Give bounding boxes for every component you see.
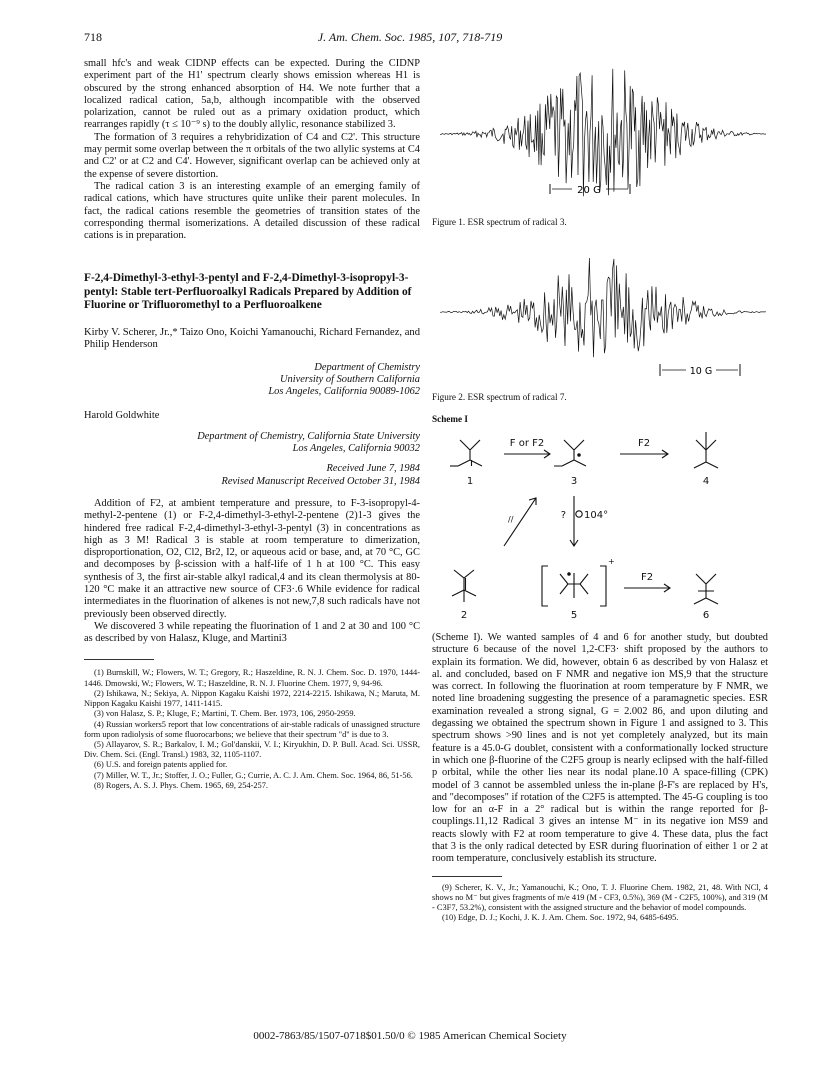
- figure-2-esr-spectrum: [440, 248, 770, 380]
- spectrum-trace: [440, 258, 766, 357]
- compound-label: 1: [466, 476, 474, 487]
- compound-4-structure: [694, 432, 718, 468]
- reference: (1) Burnskill, W.; Flowers, W. T.; Gregory, R.; Haszeldine, R. N. J. Chem. Soc. D. 1970, 1444-1446. Dmowski, W.; Flowers, W. T.; Haszeldine, R. N. J. Fluorine Chem. 1977, 9, 94-96.: [84, 668, 420, 688]
- scheme-1-diagram: [440, 428, 770, 628]
- reference: (3) von Halasz, S. P.; Kluge, F.; Martini, T. Chem. Ber. 1973, 106, 2950-2959.: [94, 709, 356, 719]
- spectrum-line: [440, 258, 766, 357]
- author-list: Kirby V. Scherer, Jr.,* Taizo Ono, Koichi Yamanouchi, Richard Fernandez, and Philip Henderson: [84, 326, 421, 351]
- reference: (9) Scherer, K. V., Jr.; Yamanouchi, K.; Ono, T. J. Fluorine Chem. 1982, 21, 48. With NCl, 4 shows no M⁻ but gives fragments of m/e 419 (M - CF3, 0.5%), 369 (M - C2F5, 100%), and 319 (M - C3F7, 53.2%), consistent with the assigned structure and the behavior of model compounds.: [432, 882, 768, 913]
- left-column: [84, 58, 420, 791]
- article-title: F-2,4-Dimethyl-3-ethyl-3-pentyl and F-2,4-Dimethyl-3-isopropyl-3-pentyl: Stable tert-Perfluoroalkyl Radicals Prepared by Addition of Fluorine or Trifluoromethyl to a Perfluoroalkene: [84, 272, 412, 312]
- running-header: [84, 30, 736, 46]
- author-second: Harold Goldwhite: [84, 410, 160, 422]
- figure-1-esr-spectrum: [440, 56, 770, 216]
- footnotes: [84, 668, 420, 790]
- compound-6-structure: [694, 574, 718, 604]
- reference: (2) Ishikawa, N.; Sekiya, A. Nippon Kagaku Kaishi 1972, 2214-2215. Ishikawa, N.; Maruta, M. Nippon Kagaku Kaishi 1977, 1411-1415.: [84, 688, 420, 709]
- compound-3-structure: [554, 440, 586, 466]
- scale-label: 20 G: [577, 185, 601, 196]
- compound-5-structure: [542, 557, 615, 606]
- reaction-arrow: [620, 450, 668, 458]
- reference: (6) U.S. and foreign patents applied for.: [94, 760, 228, 770]
- reference: (10) Edge, D. J.; Kochi, J. K. J. Am. Chem. Soc. 1972, 94, 6485-6495.: [442, 913, 679, 923]
- reference: (8) Rogers, A. S. J. Phys. Chem. 1965, 69, 254-257.: [94, 780, 269, 790]
- affiliation-line: University of Southern California: [280, 373, 420, 385]
- affiliation-line: Department of Chemistry: [314, 361, 420, 373]
- svg-text:+: +: [608, 557, 615, 566]
- spectrum-trace: [440, 69, 766, 197]
- reaction-arrow: [504, 450, 550, 458]
- scheme-title: Scheme I: [432, 414, 468, 424]
- paragraph: small hfc's and weak CIDNP effects can be expected. During the CIDNP experiment part of the H1' spectrum clearly shows emission whereas H1 is obscured by the strong enhanced absorption of H4. We note further that a localized radical cation, 5a,b, although incompatible with the observed polarization, cannot be ruled out as a primary oxidation product, which rearranges rapidly (τ ≤ 10⁻⁹ s) to the doubly allylic, resonance stabilized 3.: [84, 58, 420, 131]
- right-column-text: [432, 632, 768, 923]
- footnote-divider: [84, 659, 154, 660]
- paragraph: We discovered 3 while repeating the fluorination of 1 and 2 at 30 and 100 °C as described by von Halasz, Kluge, and Martini3: [84, 620, 420, 645]
- paragraph: (Scheme I). We wanted samples of 4 and 6 for another study, but doubted structure 6 because of the novel 1,2-CF3· shift proposed by the authors to explain its formation. We did, however, obtain 6 as described by von Halasz et al. and concluded, based on F NMR and negative ion MS,9 that the structure was correct. In following the fluorination at room temperature by F NMR, we noted line broadening suggesting the presence of a paramagnetic species. ESR examination revealed a strong signal, G = 2.002 86, and upon diluting and degassing we obtained the spectrum shown in Figure 1 and assigned to 3. This spectrum shows >90 lines and is not yet completely analyzed, but its main feature is a 45.0-G doublet, consistent with a conformationally locked structure in which one β-fluorine of the C2F5 group is nearly eclipsed with the half-filled p orbital, while the other lies near its nodal plane.10 A space-filling (CPK) model of 3 cannot be assembled unless the in-plane β-F's are replaced by H's, and "decomposes" if rotation of the C2F5 is attempted. The 45-G coupling is too low for an α-F in a 2° radical but is within the range reported for β-couplings.11,12 Radical 3 gives an intense M⁻ in its negative ion MS9 and reacts slowly with F2 at room temperature to give 4. These data, plus the fact that 3 is the only radical detected by ESR during fluorination of either 1 or 2 at room temperature, conclusively establish its structure.: [432, 632, 768, 865]
- figure-2-caption: [432, 391, 768, 403]
- scale-bar: [550, 184, 630, 196]
- reaction-arrow: [624, 584, 670, 592]
- reaction-arrow: [570, 496, 582, 546]
- reference: (7) Miller, W. T., Jr.; Stoffer, J. O.; Fuller, G.; Currie, A. C. J. Am. Chem. Soc. 1964, 86, 51-56.: [94, 770, 413, 780]
- reagent-label: F2: [640, 572, 654, 583]
- affiliation-line: Los Angeles, California 90089-1062: [268, 386, 420, 398]
- paragraph: The formation of 3 requires a rehybridization of C4 and C2'. This structure may permit some overlap between the π orbitals of the two allylic systems at C4 and C2' or at C2 and C4'. However, significant overlap can be achieved only at the expense of severe distortion.: [84, 131, 420, 180]
- arrow-mark: //: [508, 515, 514, 524]
- received-date: Received June 7, 1984: [326, 463, 420, 475]
- compound-label: 6: [702, 610, 710, 621]
- compound-label: 2: [460, 610, 468, 621]
- compound-2-structure: [452, 570, 476, 602]
- journal-citation: J. Am. Chem. Soc. 1985, 107, 718-719: [317, 30, 503, 44]
- affiliation-line: Los Angeles, California 90032: [292, 443, 420, 455]
- revised-date: Revised Manuscript Received October 31, 1984: [221, 475, 420, 487]
- figure-1-caption: [432, 216, 768, 228]
- compound-label: 4: [702, 476, 710, 487]
- reference: (4) Russian workers5 report that low concentrations of air-stable radicals of unassigned structure form upon radiolysis of some fluorocarbons; we believe that their spectrum "d" is due to 3.: [84, 719, 420, 739]
- arrow-label: ?: [560, 510, 566, 521]
- affiliation-line: Department of Chemistry, California State University: [197, 430, 420, 442]
- reagent-label: F2: [637, 438, 651, 449]
- footnotes: [432, 883, 768, 924]
- spectrum-line: [440, 69, 766, 197]
- caption-text: Figure 2. ESR spectrum of radical 7.: [432, 392, 567, 402]
- page-number: 718: [84, 30, 102, 44]
- footnote-divider: [432, 876, 502, 877]
- paragraph: Addition of F2, at ambient temperature and pressure, to F-3-isopropyl-4-methyl-2-pentene (1) or F-2,4-dimethyl-3-ethyl-2-pentene (2)1-3 gives the hindered free radical F-2,4-dimethyl-3-ethyl-3-pentyl (3) in concentrations as high as 3 M! Radical 3 is stable at room temperature to dimerization, disproportionation, O2, Cl2, Br2, I2, or aqueous acid or base, and, at 70 °C, GC and decomposes by β-scission with a half-life of 1 h at 100 °C. This easy synthesis of 3, the first air-stable alkyl radical,4 and its clean thermolysis at 80-120 °C make it an attractive new source of CF3·.6 While evidence for radical intermediates in the fluorination of alkenes is not new,7,8 such radicals have not previously been observed directly.: [84, 497, 420, 620]
- page-footer: 0002-7863/85/1507-0718$01.50/0 © 1985 American Chemical Society: [253, 1030, 567, 1042]
- compound-1-structure: [450, 440, 482, 466]
- scale-bar: [660, 364, 740, 377]
- compound-label: 5: [570, 610, 578, 621]
- reference: (5) Allayarov, S. R.; Barkalov, I. M.; Gol'danskii, V. I.; Kiryukhin, D. P. Bull. Acad. Sci. USSR, Div. Chem. Sci. (Engl. Transl.) 1983, 32, 1105-1107.: [84, 739, 420, 760]
- arrow-label: 104°: [584, 510, 609, 521]
- scale-label: 10 G: [689, 366, 713, 377]
- paragraph: The radical cation 3 is an interesting example of an emerging family of radical cations, which have structures quite unlike their parent molecules. In fact, the radical cations resemble the geometries of transition states of the corresponding thermal isomerizations. A detailed discussion of these radical cations is in preparation.: [84, 180, 420, 242]
- caption-text: Figure 1. ESR spectrum of radical 3.: [432, 217, 567, 227]
- reagent-label: F or F2: [509, 438, 545, 449]
- compound-label: 3: [570, 476, 578, 487]
